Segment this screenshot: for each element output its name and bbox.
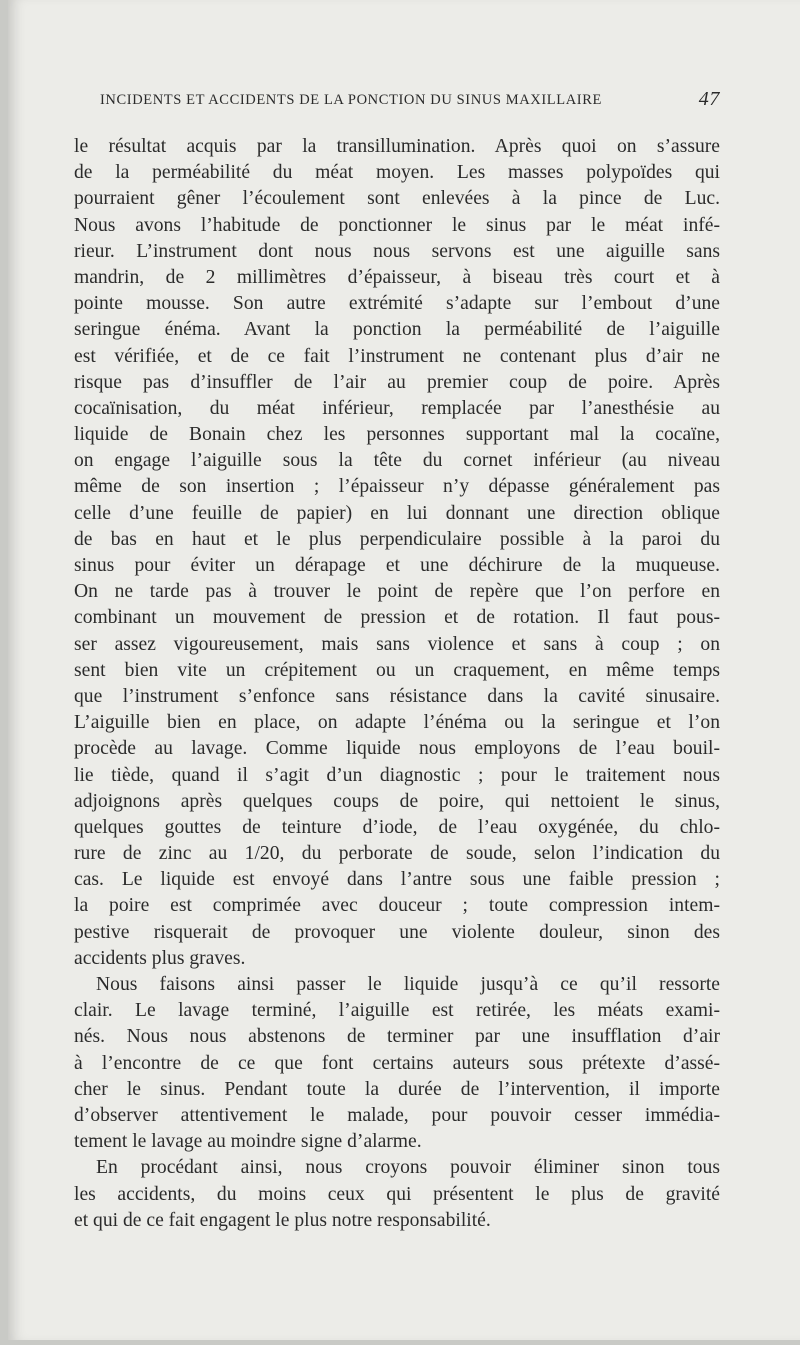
- text-line: On ne tarde pas à trouver le point de repère que l’on perfore en: [74, 581, 720, 603]
- text-line: lie tiède, quand il s’agit d’un diagnostic ; pour le traitement nous: [74, 764, 720, 786]
- text-line: cher le sinus. Pendant toute la durée de l’intervention, il importe: [74, 1078, 720, 1100]
- text-line: d’observer attentivement le malade, pour pouvoir cesser immédia-: [74, 1104, 720, 1126]
- text-line: de bas en haut et le plus perpendiculaire possible à la paroi du: [74, 528, 720, 550]
- paragraph-3: [74, 1155, 720, 1234]
- text-line: celle d’une feuille de papier) en lui donnant une direction oblique: [74, 502, 720, 524]
- text-line: et qui de ce fait engagent le plus notre responsabilité.: [74, 1209, 491, 1231]
- body-text: [74, 134, 720, 1234]
- text-line: rieur. L’instrument dont nous nous servons est une aiguille sans: [74, 240, 720, 262]
- text-line: Nous avons l’habitude de ponctionner le sinus par le méat infé-: [74, 214, 720, 236]
- paragraph-1: [74, 134, 720, 972]
- text-line: la poire est comprimée avec douceur ; toute compression intem-: [74, 895, 720, 917]
- text-line: pestive risquerait de provoquer une violente douleur, sinon des: [74, 921, 720, 943]
- text-line: sent bien vite un crépitement ou un craquement, en même temps: [74, 659, 720, 681]
- text-line: liquide de Bonain chez les personnes supportant mal la cocaïne,: [74, 424, 720, 446]
- text-line: les accidents, du moins ceux qui présentent le plus de gravité: [74, 1183, 720, 1205]
- text-line: on engage l’aiguille sous la tête du cornet inférieur (au niveau: [74, 450, 720, 472]
- text-line: quelques gouttes de teinture d’iode, de l’eau oxygénée, du chlo-: [74, 816, 720, 838]
- text-line: le résultat acquis par la transillumination. Après quoi on s’assure: [74, 136, 720, 157]
- text-line: L’aiguille bien en place, on adapte l’énéma ou la seringue et l’on: [74, 712, 720, 734]
- page-header: [100, 88, 720, 114]
- text-line: que l’instrument s’enfonce sans résistance dans la cavité sinusaire.: [74, 685, 720, 707]
- text-line: même de son insertion ; l’épaisseur n’y dépasse généralement pas: [74, 476, 720, 498]
- text-line: risque pas d’insuffler de l’air au premier coup de poire. Après: [74, 371, 720, 393]
- running-head: INCIDENTS ET ACCIDENTS DE LA PONCTION DU SINUS MAXILLAIRE: [100, 92, 602, 108]
- page-number: 47: [698, 88, 720, 110]
- text-line: pourraient gêner l’écoulement sont enlevées à la pince de Luc.: [74, 188, 720, 210]
- book-page: [8, 0, 800, 1340]
- text-line: sinus pour éviter un dérapage et une déchirure de la muqueuse.: [74, 555, 720, 576]
- text-line: adjoignons après quelques coups de poire, qui nettoient le sinus,: [74, 790, 720, 812]
- text-line: rure de zinc au 1/20, du perborate de soude, selon l’indication du: [74, 843, 720, 865]
- text-line: nés. Nous nous abstenons de terminer par une insufflation d’air: [74, 1026, 720, 1048]
- text-line: mandrin, de 2 millimètres d’épaisseur, à biseau très court et à: [74, 266, 720, 288]
- text-line: à l’encontre de ce que font certains auteurs sous prétexte d’assé-: [74, 1052, 720, 1074]
- paragraph-2: [74, 972, 720, 1155]
- text-line: Nous faisons ainsi passer le liquide jusqu’à ce qu’il ressorte: [96, 974, 720, 995]
- text-line: procède au lavage. Comme liquide nous employons de l’eau bouil-: [74, 738, 720, 760]
- text-line: En procédant ainsi, nous croyons pouvoir éliminer sinon tous: [96, 1157, 720, 1179]
- text-line: combinant un mouvement de pression et de rotation. Il faut pous-: [74, 607, 720, 629]
- text-line: est vérifiée, et de ce fait l’instrument ne contenant plus d’air ne: [74, 345, 720, 367]
- text-line: ser assez vigoureusement, mais sans violence et sans à coup ; on: [74, 633, 720, 655]
- text-line: clair. Le lavage terminé, l’aiguille est retirée, les méats exami-: [74, 1000, 720, 1022]
- text-line: tement le lavage au moindre signe d’alarme.: [74, 1131, 422, 1153]
- text-line: accidents plus graves.: [74, 947, 246, 969]
- text-line: seringue énéma. Avant la ponction la perméabilité de l’aiguille: [74, 319, 720, 341]
- text-line: cocaïnisation, du méat inférieur, remplacée par l’anesthésie au: [74, 397, 720, 419]
- text-line: de la perméabilité du méat moyen. Les masses polypoïdes qui: [74, 162, 720, 184]
- text-line: cas. Le liquide est envoyé dans l’antre sous une faible pression ;: [74, 869, 720, 891]
- text-line: pointe mousse. Son autre extrémité s’adapte sur l’embout d’une: [74, 293, 720, 315]
